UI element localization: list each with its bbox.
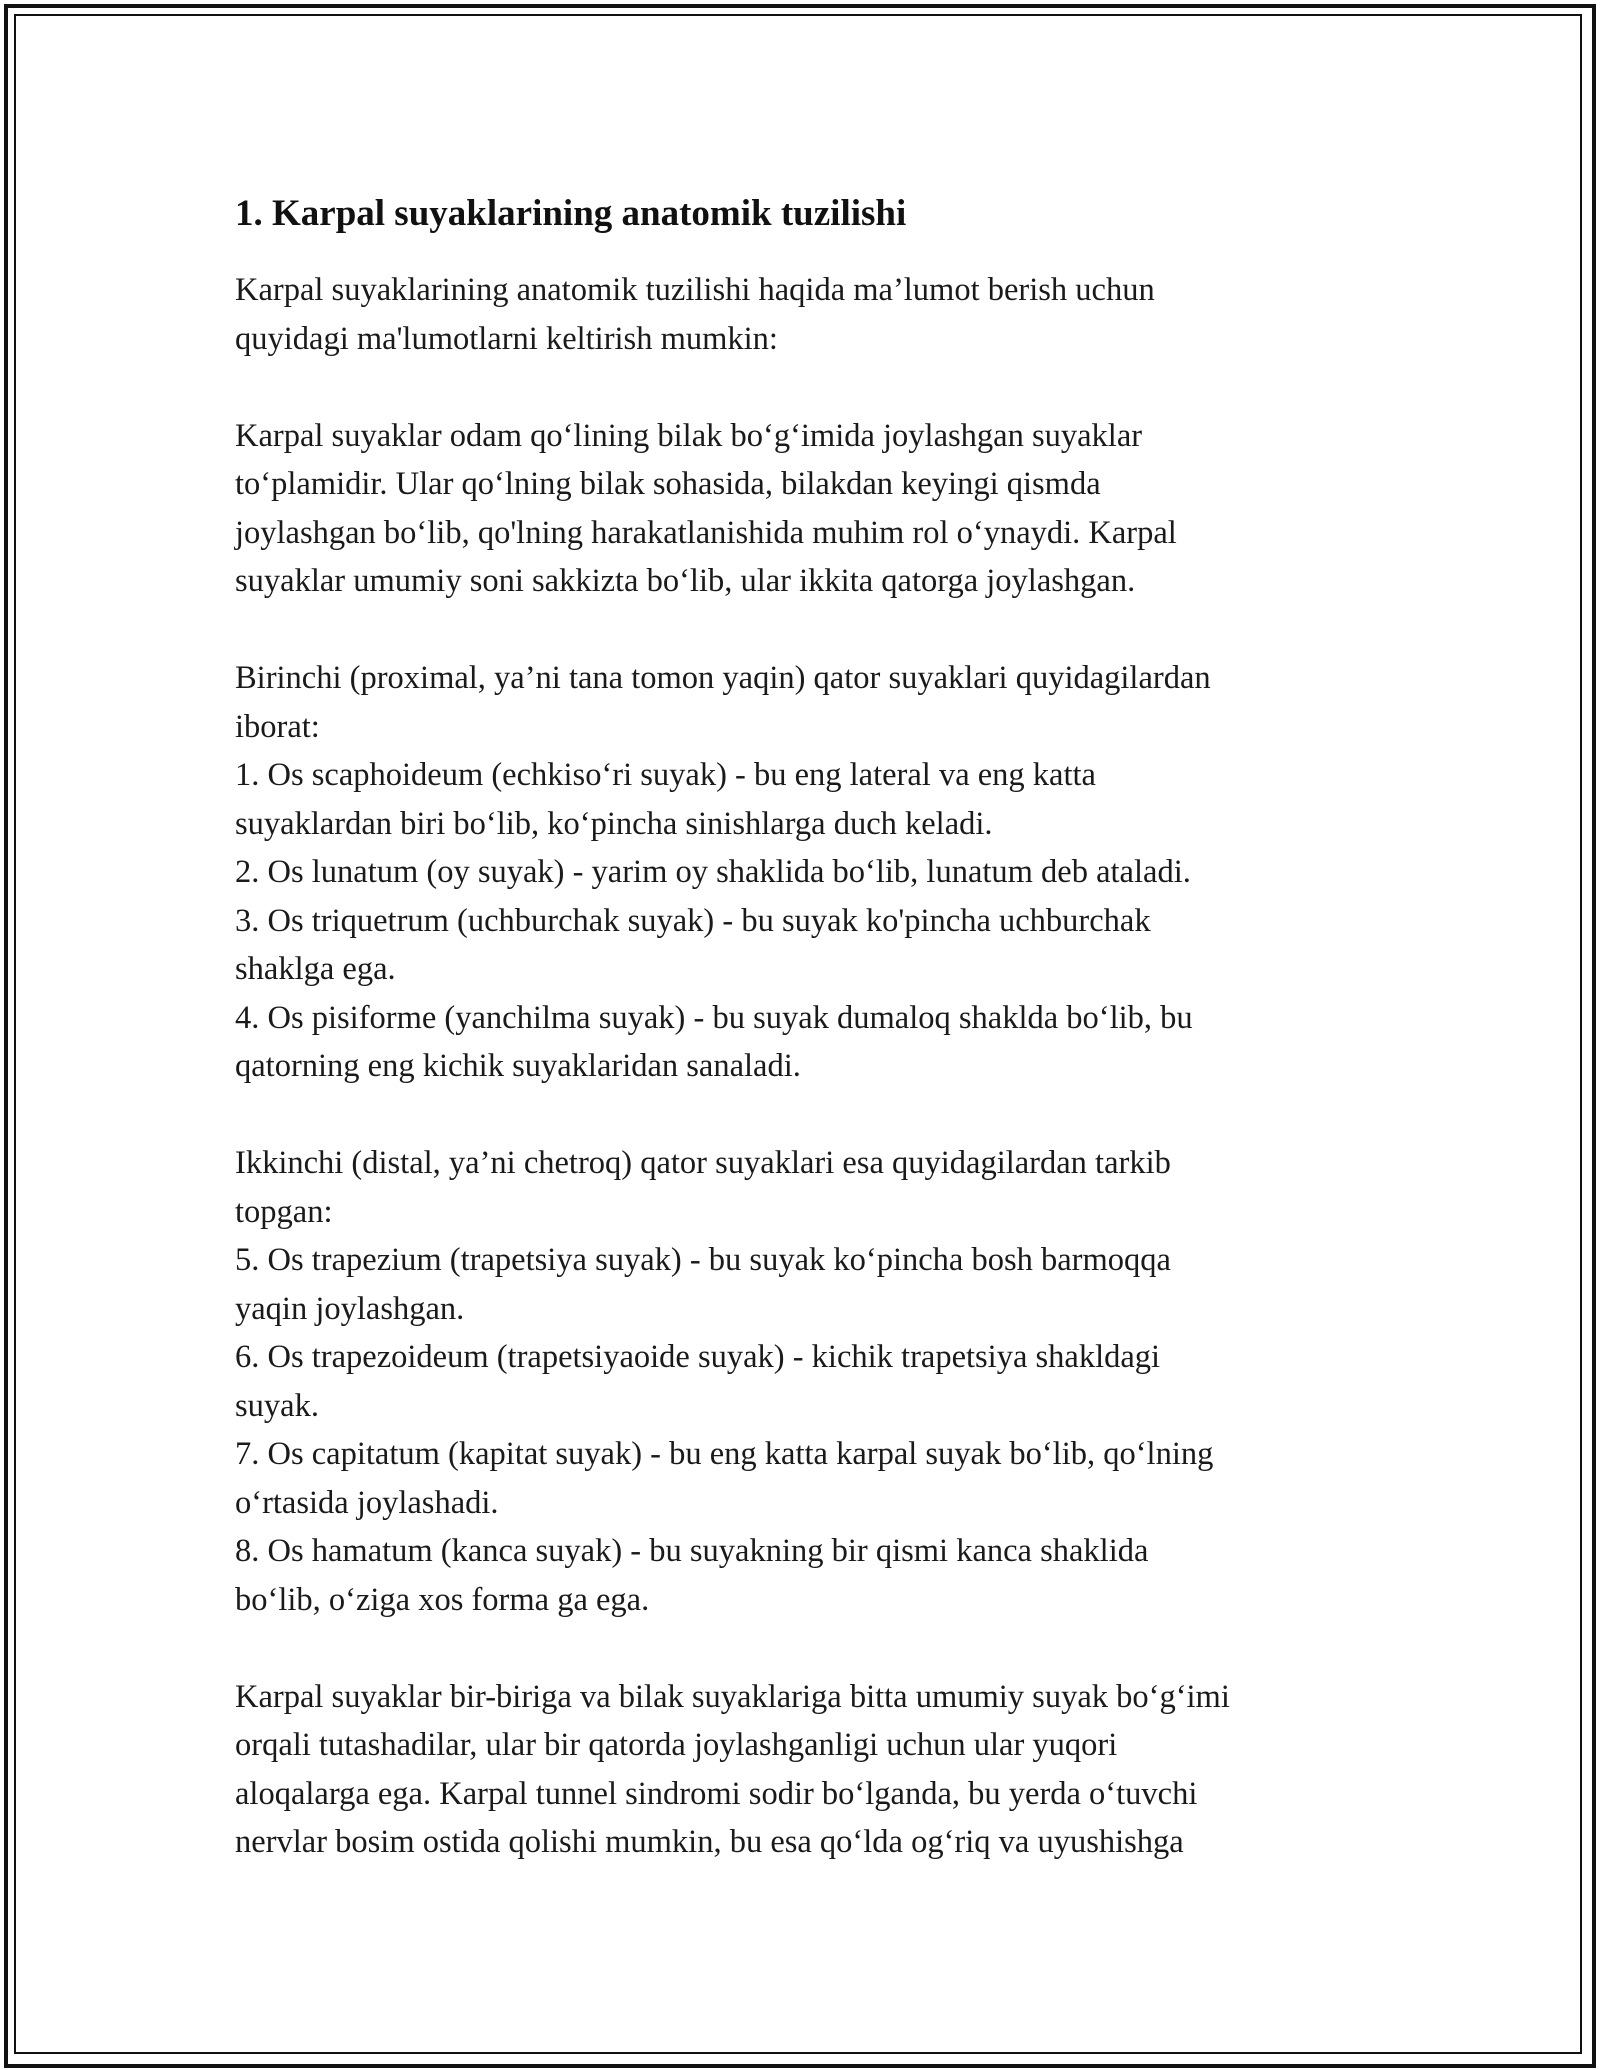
paragraph-distal-row: Ikkinchi (distal, ya’ni chetroq) qator suyaklari esa quyidagilardan tarkib topgan: 5. Os trapezium (trapetsiya suyak) - bu suyak ko‘pincha bosh barmoqqa yaqin joylashgan. 6. Os trapezoideum (trapetsiyaoide suyak) - kichik trapetsiya shakldagi suyak. 7. Os capitatum (kapitat suyak) - bu eng katta karpal suyak bo‘lib, qo‘lning o‘rtasida joylashadi. 8. Os hamatum (kanca suyak) - bu suyakning bir qismi kanca shaklida bo‘lib, o‘ziga xos forma ga ega. [235,1145,1214,1618]
section-heading: 1. Karpal suyaklarining anatomik tuzilishi [235,193,907,234]
paragraph-overview: Karpal suyaklar odam qo‘lining bilak bo‘g‘imida joylashgan suyaklar to‘plamidir. Ular qo‘lning bilak sohasida, bilakdan keyingi qismda joylashgan bo‘lib, qo'lning harakatlanishida muhim rol o‘ynaydi. Karpal suyaklar umumiy soni sakkizta bo‘lib, ular ikkita qatorga joylashgan. [235,417,1177,599]
document-body [235,188,1385,1867]
paragraph-spacer [235,606,1385,655]
paragraph-intro: Karpal suyaklarining anatomik tuzilishi haqida ma’lumot berish uchun quyidagi ma'lumotlarni keltirish mumkin: [235,272,1155,357]
paragraph-spacer [235,1624,1385,1673]
paragraph-conclusion: Karpal suyaklar bir-biriga va bilak suyaklariga bitta umumiy suyak bo‘g‘imi orqali tutashadilar, ular bir qatorda joylashganligi uchun ular yuqori aloqalarga ega. Karpal tunnel sindromi sodir bo‘lganda, bu yerda o‘tuvchi nervlar bosim ostida qolishi mumkin, bu esa qo‘lda og‘riq va uyushishga [235,1678,1230,1860]
paragraph-spacer [235,363,1385,412]
paragraph-proximal-row: Birinchi (proximal, ya’ni tana tomon yaqin) qator suyaklari quyidagilardan iborat: 1. Os scaphoideum (echkiso‘ri suyak) - bu eng lateral va eng katta suyaklardan biri bo‘lib, ko‘pincha sinishlarga duch keladi. 2. Os lunatum (oy suyak) - yarim oy shaklida bo‘lib, lunatum deb ataladi. 3. Os triquetrum (uchburchak suyak) - bu suyak ko'pincha uchburchak shaklga ega. 4. Os pisiforme (yanchilma suyak) - bu suyak dumaloq shaklda bo‘lib, bu qatorning eng kichik suyaklaridan sanaladi. [235,660,1211,1084]
paragraph-spacer [235,1091,1385,1140]
